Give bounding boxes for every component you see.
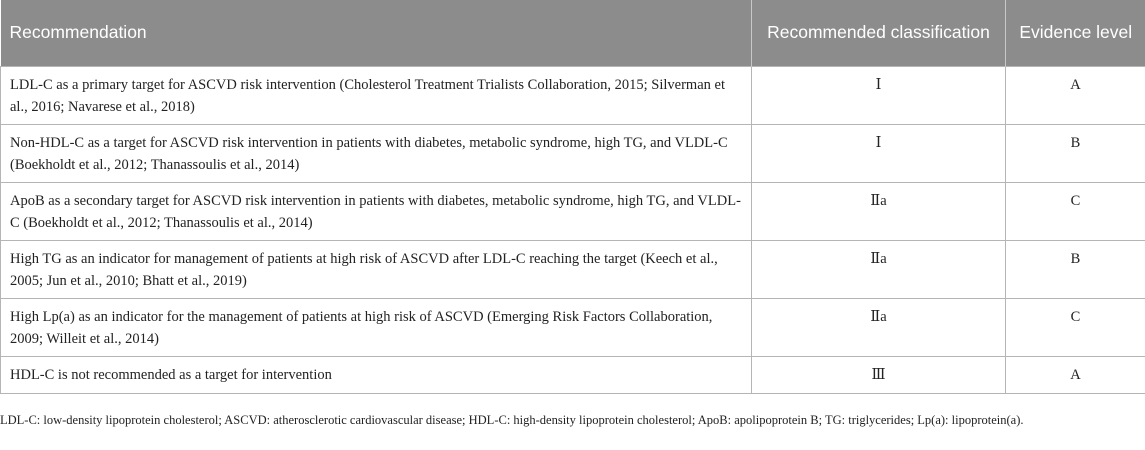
table-row <box>1 356 1145 393</box>
classification-cell: Ⅰ <box>752 124 1006 182</box>
table-row <box>1 66 1145 124</box>
header-row <box>1 0 1145 66</box>
evidence-cell: B <box>1006 240 1145 298</box>
recommendation-cell: High Lp(a) as an indicator for the management of patients at high risk of ASCVD (Emerging Risk Factors Collaboration, 2009; Willeit et al., 2014) <box>1 298 752 356</box>
recommendation-cell: High TG as an indicator for management of patients at high risk of ASCVD after LDL-C reaching the target (Keech et al., 2005; Jun et al., 2010; Bhatt et al., 2019) <box>1 240 752 298</box>
table-body <box>1 66 1145 393</box>
evidence-cell: A <box>1006 356 1145 393</box>
recommendation-cell: HDL-C is not recommended as a target for intervention <box>1 356 752 393</box>
classification-cell: Ⅰ <box>752 66 1006 124</box>
evidence-cell: C <box>1006 298 1145 356</box>
table-footnote: LDL-C: low-density lipoprotein cholesterol; ASCVD: atherosclerotic cardiovascular disease; HDL-C: high-density lipoprotein cholesterol; ApoB: apolipoprotein B; TG: triglycerides; Lp(a): lipoprotein(a). <box>0 413 1024 427</box>
classification-cell: Ⅱa <box>752 182 1006 240</box>
classification-cell: Ⅱa <box>752 298 1006 356</box>
evidence-cell: B <box>1006 124 1145 182</box>
evidence-cell: C <box>1006 182 1145 240</box>
recommendation-cell: Non-HDL-C as a target for ASCVD risk intervention in patients with diabetes, metabolic syndrome, high TG, and VLDL-C (Boekholdt et al., 2012; Thanassoulis et al., 2014) <box>1 124 752 182</box>
table-row <box>1 124 1145 182</box>
table-row <box>1 240 1145 298</box>
classification-cell: Ⅱa <box>752 240 1006 298</box>
table-row <box>1 182 1145 240</box>
recommendation-cell: LDL-C as a primary target for ASCVD risk intervention (Cholesterol Treatment Trialists Collaboration, 2015; Silverman et al., 2016; Navarese et al., 2018) <box>1 66 752 124</box>
recommendation-cell: ApoB as a secondary target for ASCVD risk intervention in patients with diabetes, metabolic syndrome, high TG, and VLDL-C (Boekholdt et al., 2012; Thanassoulis et al., 2014) <box>1 182 752 240</box>
header-recommendation: Recommendation <box>1 0 752 66</box>
header-evidence-level: Evidence level <box>1006 0 1145 66</box>
header-classification: Recommended classification <box>752 0 1006 66</box>
table-header <box>1 0 1145 66</box>
evidence-cell: A <box>1006 66 1145 124</box>
classification-cell: Ⅲ <box>752 356 1006 393</box>
table-row <box>1 298 1145 356</box>
